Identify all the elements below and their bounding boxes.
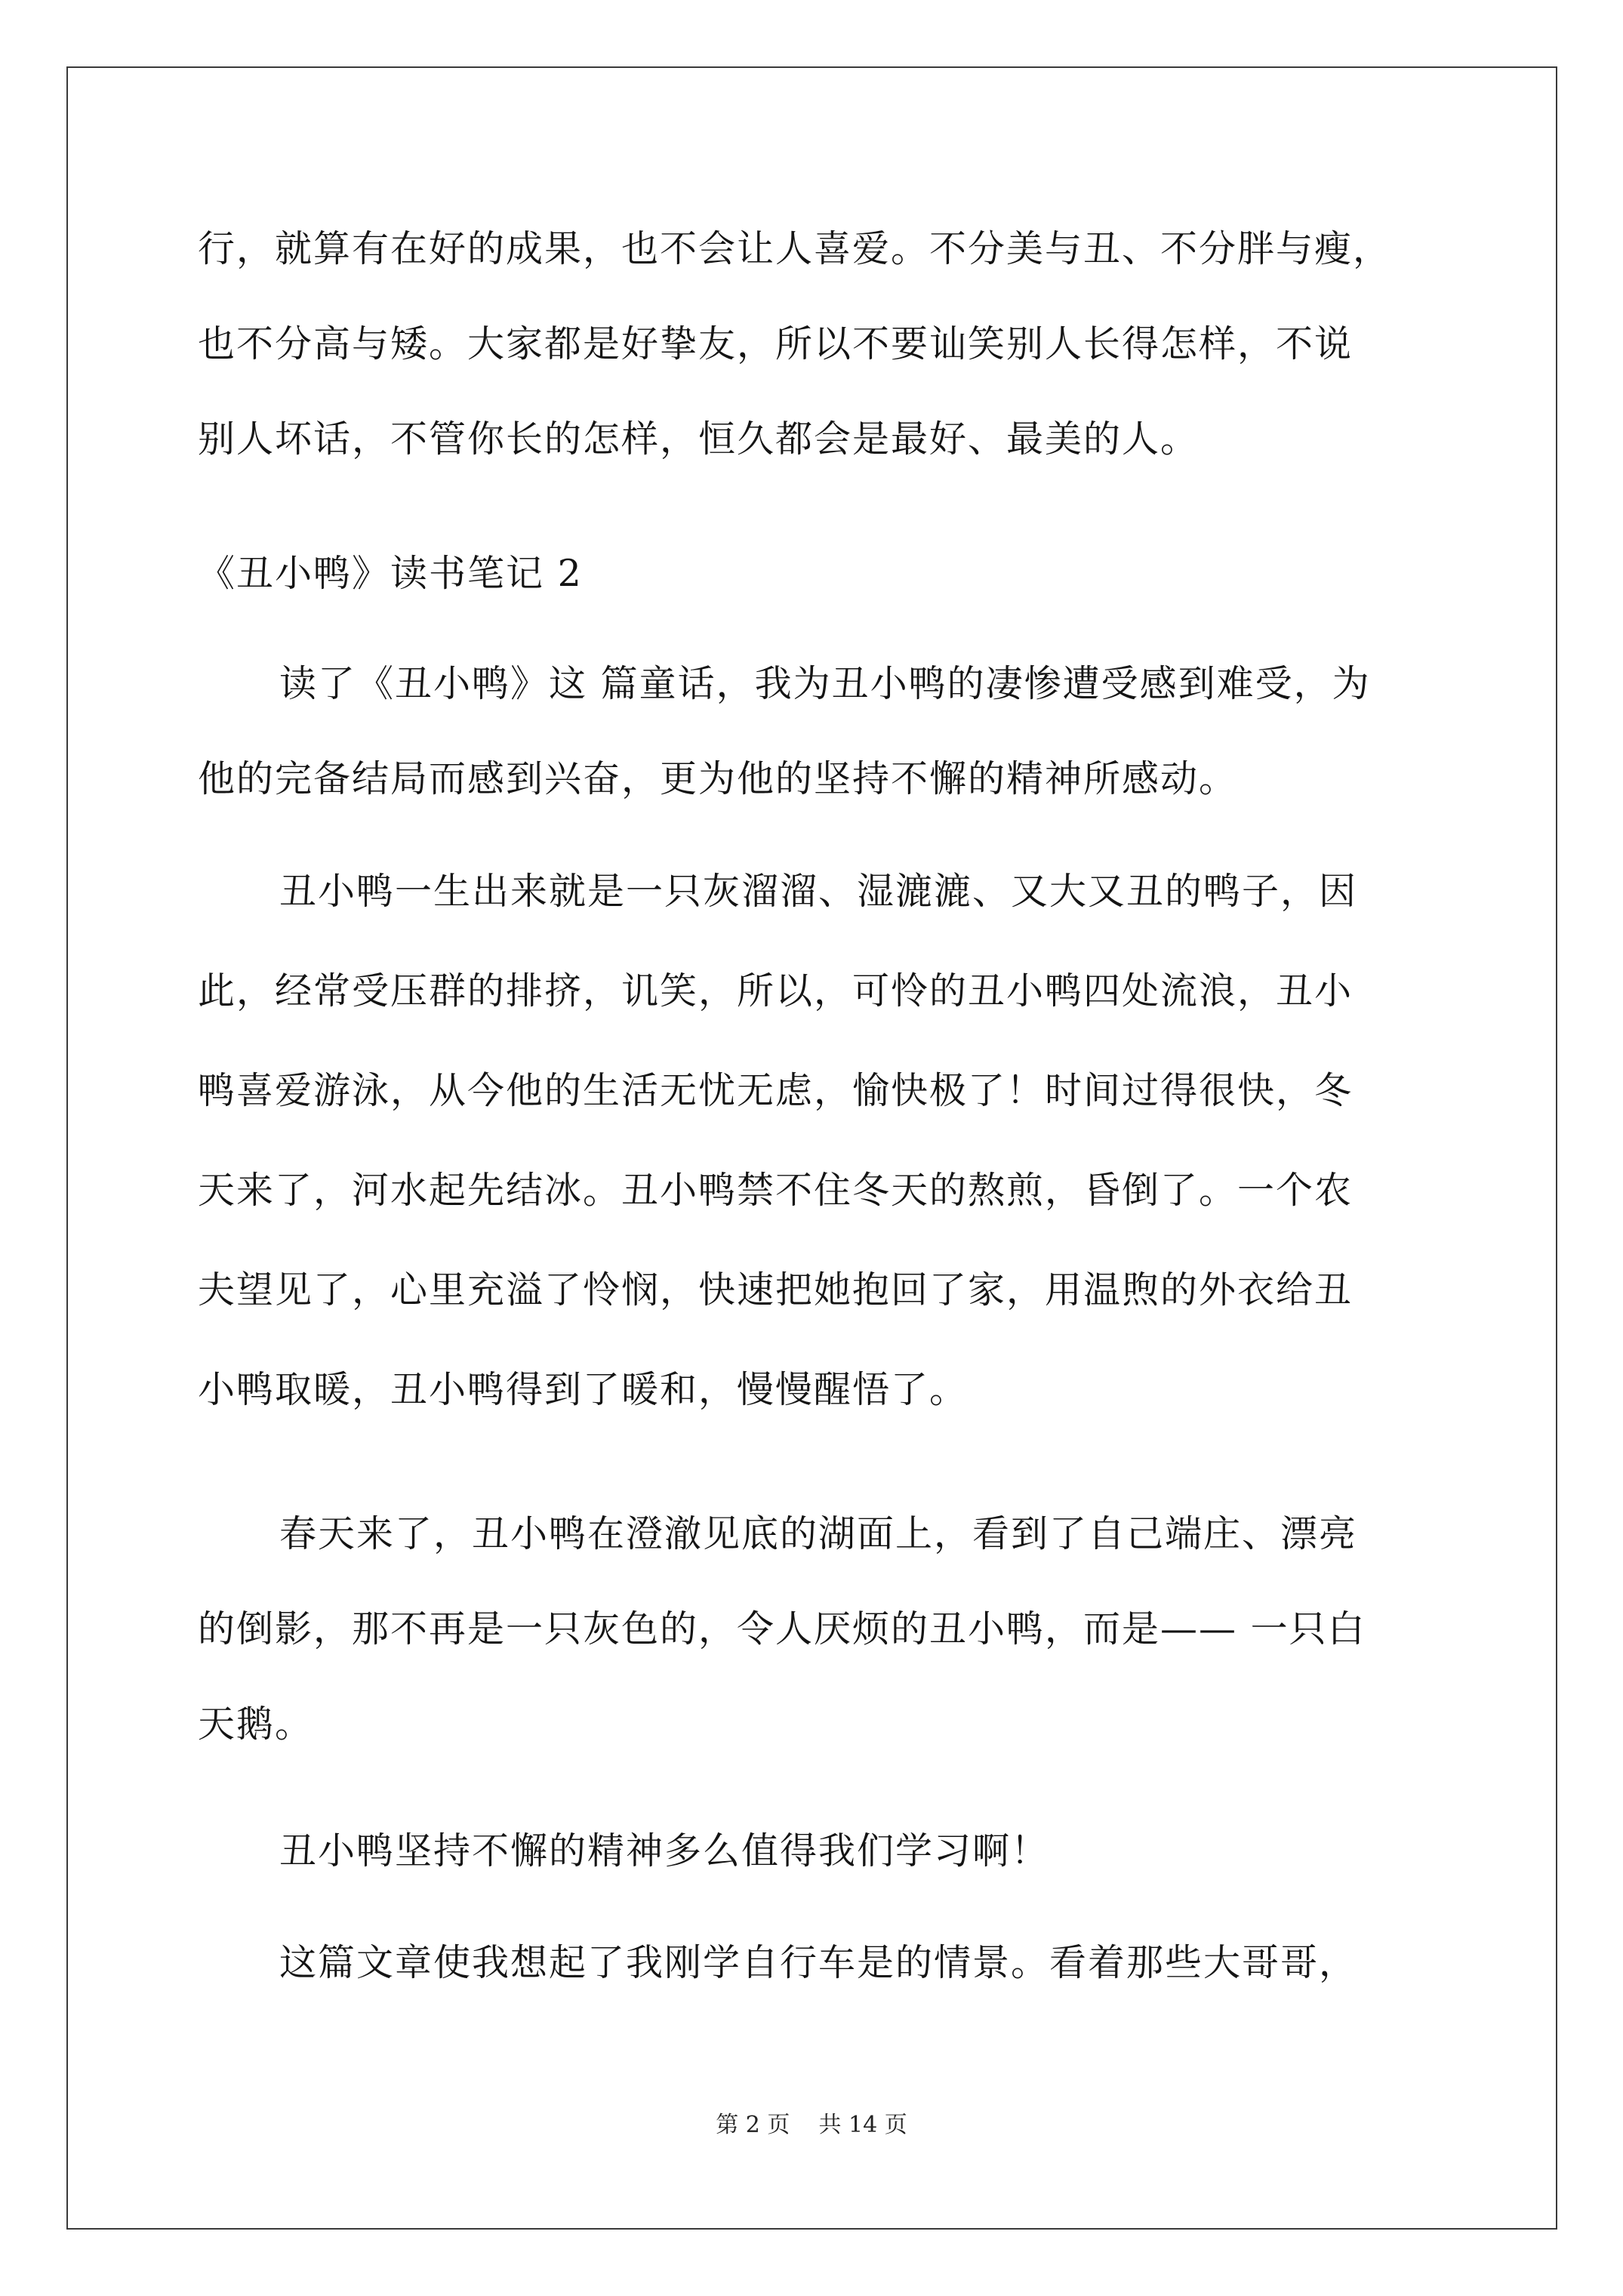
text-line-15: 天鹅。 — [198, 1703, 314, 1746]
text-line-7: 丑小鸭一生出来就是一只灰溜溜、湿漉漉、又大又丑的鸭子，因 — [279, 870, 1358, 913]
section-heading: 《丑小鸭》读书笔记 2 — [198, 552, 583, 595]
text-line-8: 此，经常受压群的排挤，讥笑，所以，可怜的丑小鸭四处流浪，丑小 — [198, 969, 1354, 1012]
text-line-1: 行，就算有在好的成果，也不会让人喜爱。不分美与丑、不分胖与瘦， — [198, 227, 1392, 270]
page-number-footer: 第 2 页 共 14 页 — [716, 2112, 907, 2138]
text-line-3: 别人坏话，不管你长的怎样，恒久都会是最好、最美的人。 — [198, 418, 1200, 461]
text-line-6: 他的完备结局而感到兴奋，更为他的坚持不懈的精神所感动。 — [198, 757, 1238, 800]
text-line-14: 的倒影，那不再是一只灰色的，令人厌烦的丑小鸭，而是—— 一只白 — [198, 1607, 1366, 1650]
text-line-16: 丑小鸭坚持不懈的精神多么值得我们学习啊！ — [279, 1829, 1050, 1872]
page-border — [66, 66, 1557, 2230]
text-line-12: 小鸭取暖，丑小鸭得到了暖和，慢慢醒悟了。 — [198, 1368, 969, 1411]
text-line-11: 夫望见了，心里充溢了怜悯，快速把她抱回了家，用温煦的外衣给丑 — [198, 1268, 1354, 1311]
text-line-9: 鸭喜爱游泳，从今他的生活无忧无虑，愉快极了！时间过得很快，冬 — [198, 1069, 1354, 1112]
text-line-10: 天来了，河水起先结冰。丑小鸭禁不住冬天的熬煎，昏倒了。一个农 — [198, 1169, 1354, 1212]
text-line-5: 读了《丑小鸭》这 篇童话，我为丑小鸭的凄惨遭受感到难受，为 — [279, 662, 1371, 705]
text-line-13: 春天来了，丑小鸭在澄澈见底的湖面上，看到了自己端庄、漂亮 — [279, 1512, 1358, 1555]
text-line-2: 也不分高与矮。大家都是好挚友，所以不要讪笑别人长得怎样，不说 — [198, 322, 1354, 365]
text-line-17: 这篇文章使我想起了我刚学自行车是的情景。看着那些大哥哥， — [279, 1941, 1358, 1984]
